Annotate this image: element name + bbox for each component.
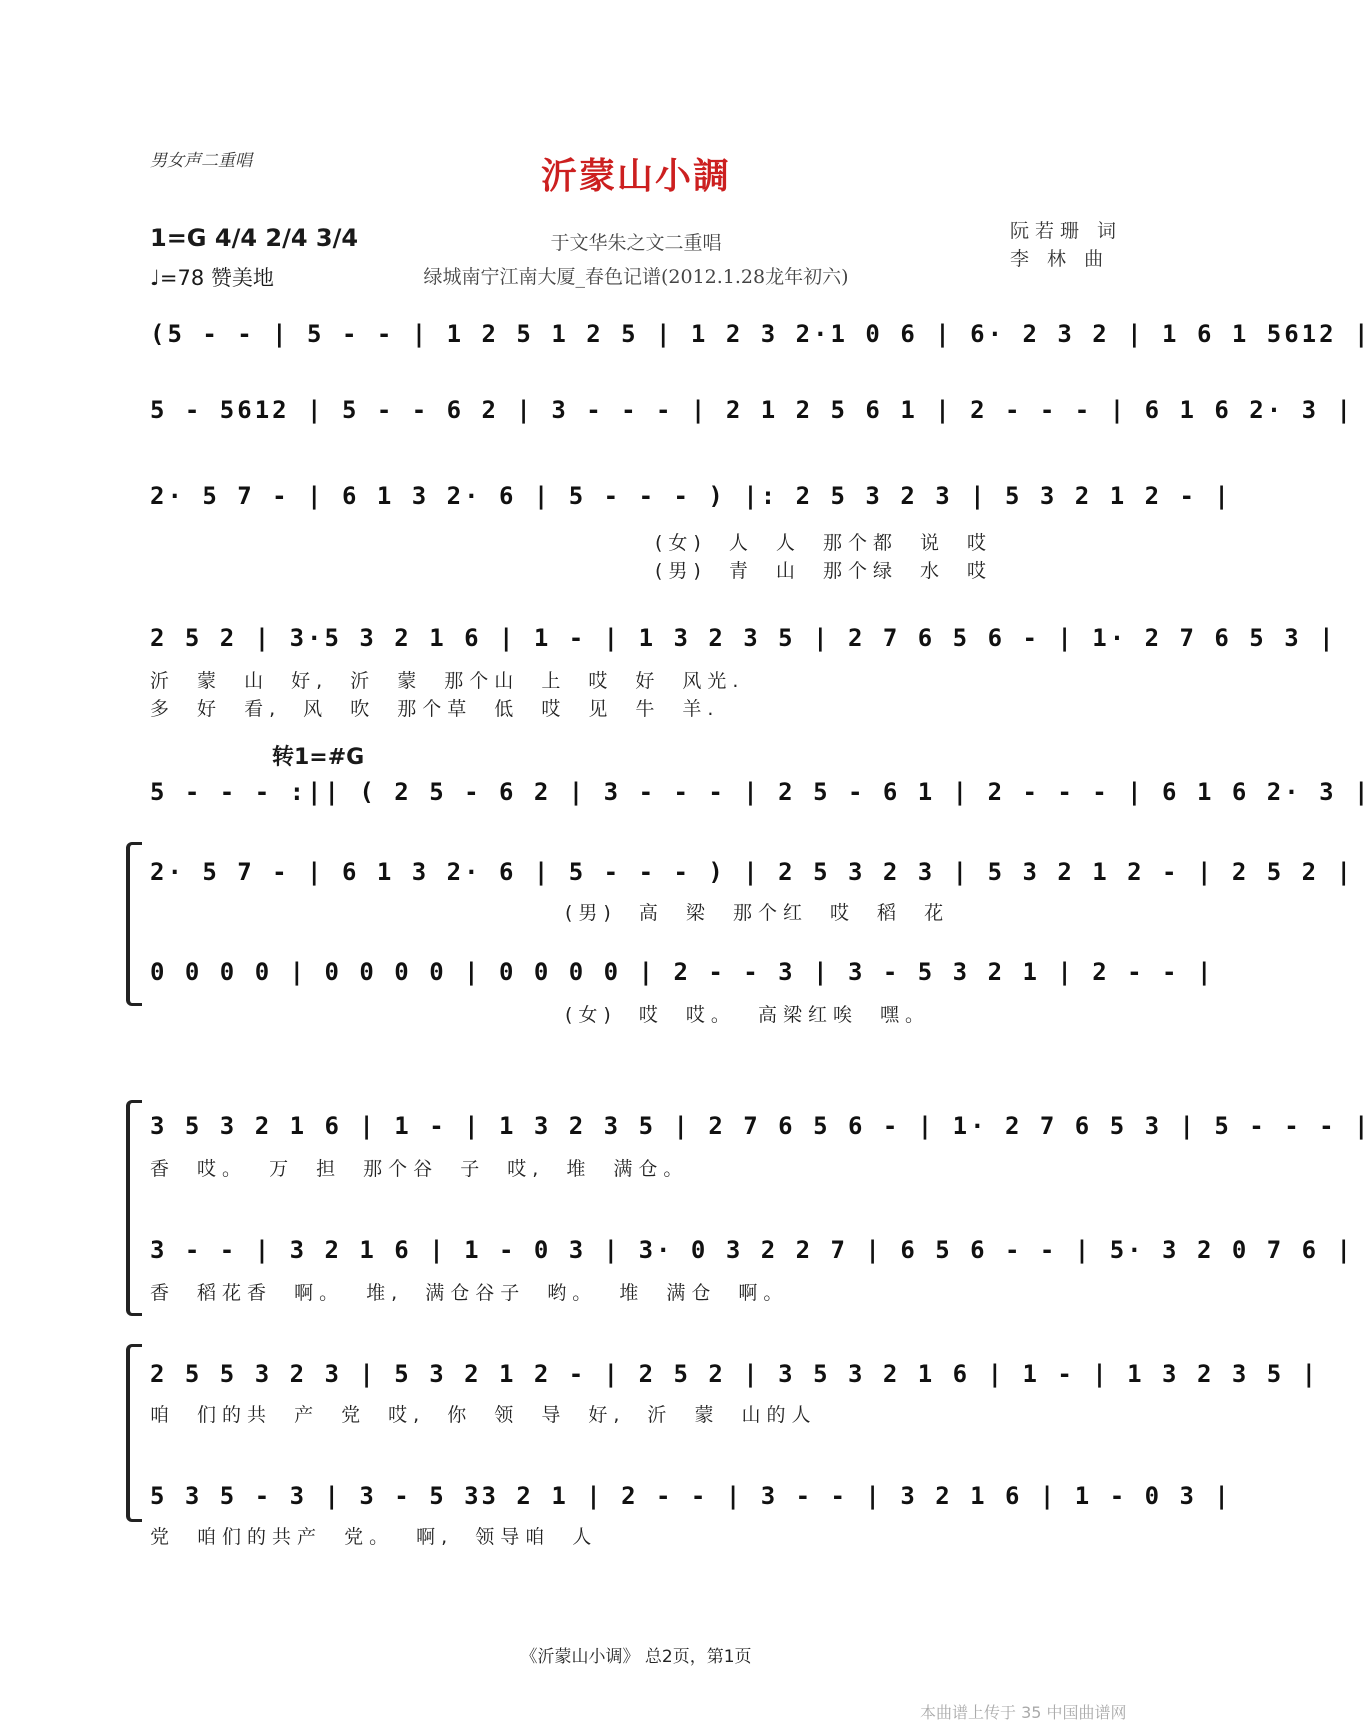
lyric-line: (女) 人 人 那个都 说 哎	[655, 532, 993, 554]
lyric-line: 香 稻花香 啊。 堆, 满仓谷子 哟。 堆 满仓 啊。	[150, 1282, 789, 1304]
lyric-line: 沂 蒙 山 好, 沂 蒙 那个山 上 哎 好 风光.	[150, 670, 745, 692]
lyric-line: 香 哎。 万 担 那个谷 子 哎, 堆 满仓。	[150, 1158, 689, 1180]
score-line-female: 3 - - | 3 2 1 6 | 1 - 0 3 | 3· 0 3 2 2 7 | 6 5 6 - - | 5· 3 2 0 7 6 |	[150, 1236, 1354, 1264]
lyricist-credit: 阮若珊 词	[1010, 220, 1123, 242]
score-line: 5 - 5612 | 5 - - 6 2 | 3 - - - | 2 1 2 5 6 1 | 2 - - - | 6 1 6 2· 3 |	[150, 396, 1354, 424]
tempo-marking: ♩=78 赞美地	[150, 266, 274, 290]
voice-type-label: 男女声二重唱	[150, 151, 252, 171]
score-line: 2 5 2 | 3·5 3 2 1 6 | 1 - | 1 3 2 3 5 | 2 7 6 5 6 - | 1· 2 7 6 5 3 |	[150, 624, 1337, 652]
key-signature: 1=G 4/4 2/4 3/4	[150, 224, 359, 252]
composer-credit: 李 林 曲	[1010, 248, 1110, 270]
transcription-source: 绿城南宁江南大厦_春色记谱(2012.1.28龙年初六)	[423, 266, 849, 288]
score-line: (5 - - | 5 - - | 1 2 5 1 2 5 | 1 2 3 2·1 0 6 | 6· 2 3 2 | 1 6 1 5612 |	[150, 320, 1371, 348]
score-line-male: 2· 5 7 - | 6 1 3 2· 6 | 5 - - - ) | 2 5 3 2 3 | 5 3 2 1 2 - | 2 5 2 |	[150, 858, 1354, 886]
score-line-male: 2 5 5 3 2 3 | 5 3 2 1 2 - | 2 5 2 | 3 5 3 2 1 6 | 1 - | 1 3 2 3 5 |	[150, 1360, 1320, 1388]
song-title: 沂蒙山小調	[540, 156, 731, 197]
lyric-line: 咱 们的共 产 党 哎, 你 领 导 好, 沂 蒙 山的人	[150, 1404, 817, 1426]
duet-bracket	[126, 1100, 142, 1316]
score-line: 5 - - - :|| ( 2 5 - 6 2 | 3 - - - | 2 5 - 6 1 | 2 - - - | 6 1 6 2· 3 |	[150, 778, 1371, 806]
lyric-line: (女) 哎 哎。 高梁红唉 嘿。	[565, 1004, 930, 1026]
duet-bracket	[126, 1344, 142, 1522]
site-watermark: 本曲谱上传于 35 中国曲谱网	[920, 1703, 1127, 1722]
lyric-line: (男) 高 梁 那个红 哎 稻 花	[565, 902, 950, 924]
lyric-line: (男) 青 山 那个绿 水 哎	[655, 560, 993, 582]
lyric-line: 多 好 看, 风 吹 那个草 低 哎 见 牛 羊.	[150, 698, 720, 720]
score-line-female: 5 3 5 - 3 | 3 - 5 33 2 1 | 2 - - | 3 - - | 3 2 1 6 | 1 - 0 3 |	[150, 1482, 1232, 1510]
page-footer: 《沂蒙山小调》 总2页，第1页	[520, 1647, 752, 1667]
performers-line: 于文华朱之文二重唱	[550, 232, 722, 254]
score-line-male: 3 5 3 2 1 6 | 1 - | 1 3 2 3 5 | 2 7 6 5 6 - | 1· 2 7 6 5 3 | 5 - - - |	[150, 1112, 1371, 1140]
duet-bracket	[126, 842, 142, 1006]
key-change-marker: 转1=#G	[272, 745, 365, 770]
lyric-line: 党 咱们的共产 党。 啊, 领导咱 人	[150, 1526, 598, 1548]
score-line-female: 0 0 0 0 | 0 0 0 0 | 0 0 0 0 | 2 - - 3 | 3 - 5 3 2 1 | 2 - - |	[150, 958, 1215, 986]
score-line: 2· 5 7 - | 6 1 3 2· 6 | 5 - - - ) |: 2 5 3 2 3 | 5 3 2 1 2 - |	[150, 482, 1232, 510]
